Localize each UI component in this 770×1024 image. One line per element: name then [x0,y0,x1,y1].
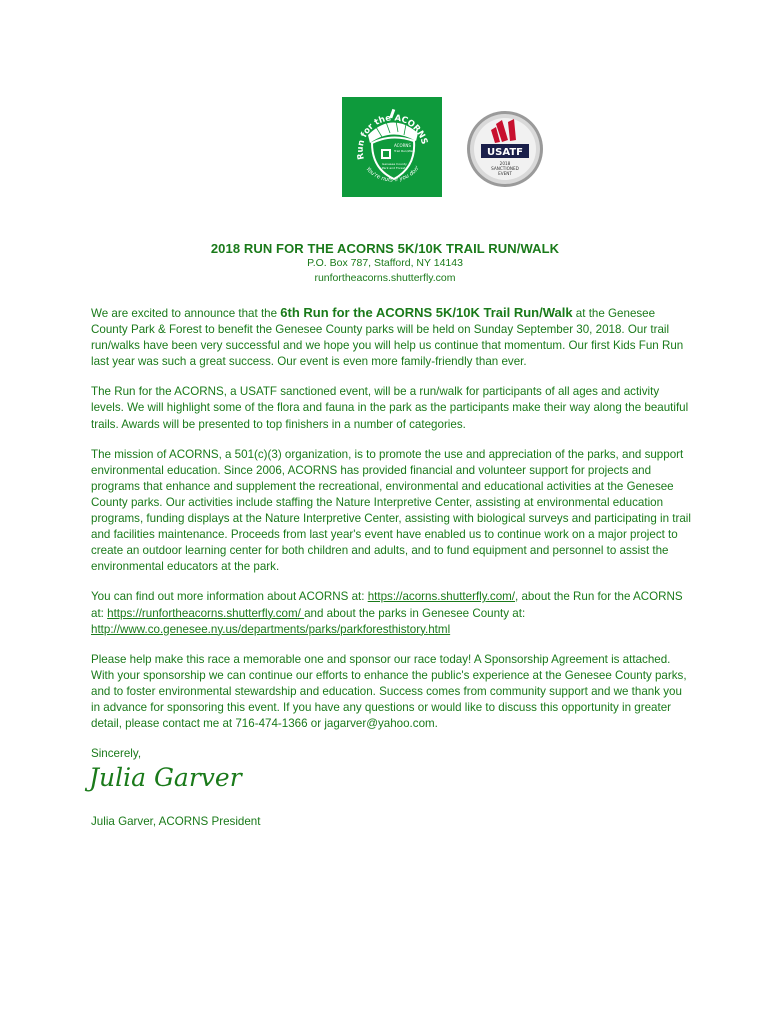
acorns-center-park1: Genesee County [382,162,407,166]
intro-pre: We are excited to announce that the [91,307,281,320]
links-text-a: You can find out more information about ACORNS at: [91,590,368,604]
acorn-emblem-icon [342,97,442,197]
usatf-sanctioned-logo [466,110,544,188]
intro-post: at the Genesee County Park & Forest to benefit the Genesee County parks will be held on Sunday September 30, 2018. Our trail run/walks have been very successful and we hope you will help us continue that momentum. Our first Kids Fun Run last year was such a great success. Our event is even more family-friendly than ever. [91,307,684,369]
usatf-seal-icon [466,110,544,188]
paragraph-intro [91,305,691,370]
links-text-b: , about the Run for the ACORNS at: [91,590,683,620]
acorns-site-link[interactable]: https://acorns.shutterfly.com/ [367,590,516,604]
usatf-brand-text: USATF [487,147,523,158]
paragraph-mission: The mission of ACORNS, a 501(c)(3) organization, is to promote the use and appreciation of the parks, and support environmental education. Since 2006, ACORNS has provided financial and volunteer support for projects and programs that enhance and supplement the recreational, environmental and educational activities at the Genesee County parks. Our activities include staffing the Nature Interpretive Center, assisting at environmental education programs, funding displays at the Nature Interpretive Center, assisting with biological surveys and participating in trail and facilities maintenance. Proceeds from last year's event have enabled us to continue work on a major project to create an outdoor learning center for both children and adults, and to fund equipment and personnel to assist the environmental educators at the park. [91,447,691,574]
acorns-arc-bottom-text: You're nuts if you don' [364,165,422,184]
handwritten-signature: Julia Garver [89,763,242,793]
run-for-the-acorns-logo [342,97,442,197]
run-site-link[interactable]: https://runfortheacorns.shutterfly.com/ [107,606,305,620]
acorns-center-park2: Park and Forest [382,166,406,170]
mailing-address: P.O. Box 787, Stafford, NY 14143 [307,257,463,269]
signer-name: Julia Garver, ACORNS President [91,815,261,829]
parks-history-link[interactable]: http://www.co.genesee.ny.us/departments/parks/parkforesthistory.html [91,622,451,636]
letter-header [0,241,770,286]
usatf-sanctioned: SANCTIONED [491,166,519,171]
links-text-c: and about the parks in Genesee County at: [304,606,526,620]
website-text: runfortheacorns.shutterfly.com [314,272,456,284]
closing-salutation: Sincerely, [91,747,142,761]
event-title: 2018 RUN FOR THE ACORNS 5K/10K TRAIL RUN/WALK [210,241,560,256]
paragraph-sponsorship: Please help make this race a memorable one and sponsor our race today! A Sponsorship Agreement is attached. With your sponsorship we can continue our efforts to enhance the public's experience at the Genesee County parks, and to foster environmental stewardship and education. Success comes from community support and we thank you in advance for sponsoring this event. If you have any questions or would like to discuss this opportunity in greater detail, please contact me at 716-474-1366 or jagarver@yahoo.com. [91,652,687,731]
acorns-arc-top-text: Run for the ACORNS [355,113,430,161]
acorns-center-label: ACORNS [394,143,411,148]
event-name-bold: 6th Run for the ACORNS 5K/10K Trail Run/Walk [280,305,573,320]
paragraph-links [91,589,691,637]
letter-body [91,305,691,844]
acorns-center-sub: Trail Run/Walk [394,149,416,153]
usatf-event: EVENT [498,171,512,176]
logo-row [0,95,770,205]
paragraph-event: The Run for the ACORNS, a USATF sanctioned event, will be a run/walk for participants of all ages and activity levels. We will highlight some of the flora and fauna in the park as the participants make their way along the beautiful trails. Awards will be presented to top finishers in a number of categories. [91,385,689,431]
usatf-year: 2018 [499,161,511,166]
